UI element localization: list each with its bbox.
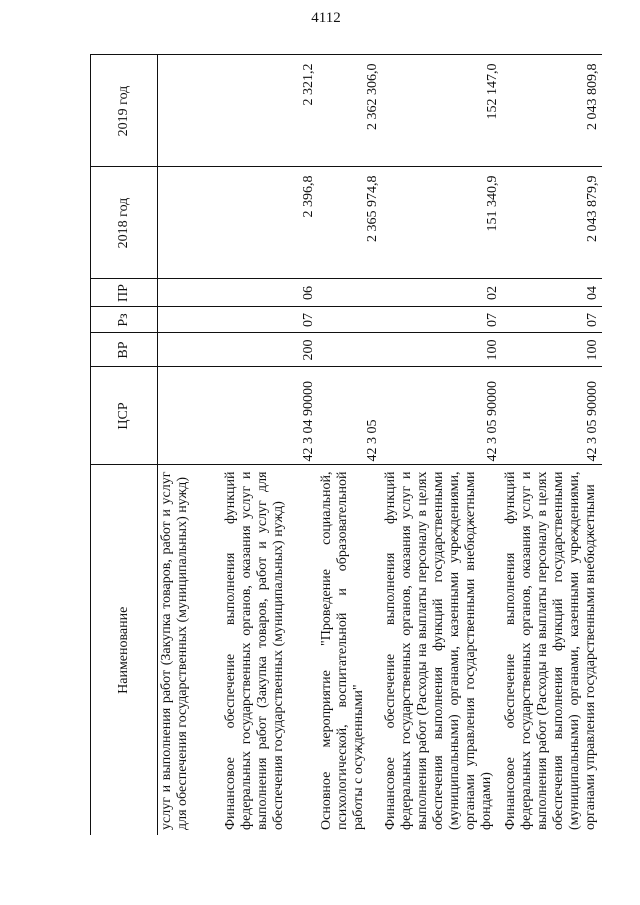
row-2019 [158, 55, 223, 167]
row-rz [158, 307, 223, 333]
row-rz: 07 [502, 307, 602, 333]
row-rz [318, 307, 382, 333]
row-2019: 2 043 809,8 [502, 55, 602, 167]
row-rz: 07 [382, 307, 502, 333]
row-csr: 42 3 05 [318, 367, 382, 465]
row-pr: 02 [382, 279, 502, 307]
row-2018 [158, 167, 223, 279]
row-pr [318, 279, 382, 307]
header-name: Наименование [91, 465, 158, 835]
row-pr: 04 [502, 279, 602, 307]
row-2018: 151 340,9 [382, 167, 502, 279]
row-csr [158, 367, 223, 465]
row-pr: 06 [222, 279, 318, 307]
row-name: Финансовое обеспечение выполнения функций федеральных государственных органов, оказания услуг и выполнения работ (Расходы на выплаты персоналу в целях обеспечения выполнения функций государственными (муниципальными) органами, казенными учреждениями, органами управления государственными внебюджетными [503, 471, 598, 830]
table-row [502, 55, 602, 835]
table-row [318, 55, 382, 835]
page-number: 4112 [311, 10, 341, 26]
header-pr: ПР [91, 279, 158, 307]
row-vr [158, 333, 223, 367]
table-header-row [91, 55, 158, 835]
budget-table [90, 55, 602, 836]
row-2018: 2 043 879,9 [502, 167, 602, 279]
row-csr: 42 3 04 90000 [222, 367, 318, 465]
row-2019: 2 321,2 [222, 55, 318, 167]
row-vr: 200 [222, 333, 318, 367]
row-name: Финансовое обеспечение выполнения функций федеральных государственных органов, оказания услуг и выполнения работ (Расходы на выплаты персоналу в целях обеспечения выполнения функций государственными (муниципальными) органами, казенными учреждениями, органами управления государственными внебюджетными фондами) [383, 471, 494, 830]
header-2019: 2019 год [91, 55, 158, 167]
row-rz: 07 [222, 307, 318, 333]
row-csr: 42 3 05 90000 [502, 367, 602, 465]
header-csr: ЦСР [91, 367, 158, 465]
row-2018: 2 365 974,8 [318, 167, 382, 279]
row-2019: 152 147,0 [382, 55, 502, 167]
row-name: Основное мероприятие "Проведение социальной, психологической, воспитательной и образовательной работы с осужденными" [319, 471, 366, 830]
table-row [222, 55, 318, 835]
rotated-table-container [90, 55, 610, 835]
row-name: услуг и выполнения работ (Закупка товаров, работ и услуг для обеспечения государственных (муниципальных) нужд) [159, 471, 190, 830]
table-row [382, 55, 502, 835]
row-vr: 100 [382, 333, 502, 367]
row-pr [158, 279, 223, 307]
row-name: Финансовое обеспечение выполнения функций федеральных государственных органов, оказания услуг и выполнения работ (Закупка товаров, работ и услуг для обеспечения государственных (муниципальных) нужд) [223, 471, 286, 830]
row-2019: 2 362 306,0 [318, 55, 382, 167]
header-rz: Рз [91, 307, 158, 333]
header-2018: 2018 год [91, 167, 158, 279]
header-vr: ВР [91, 333, 158, 367]
row-vr [318, 333, 382, 367]
row-vr: 100 [502, 333, 602, 367]
row-csr: 42 3 05 90000 [382, 367, 502, 465]
row-2018: 2 396,8 [222, 167, 318, 279]
table-row [158, 55, 223, 835]
